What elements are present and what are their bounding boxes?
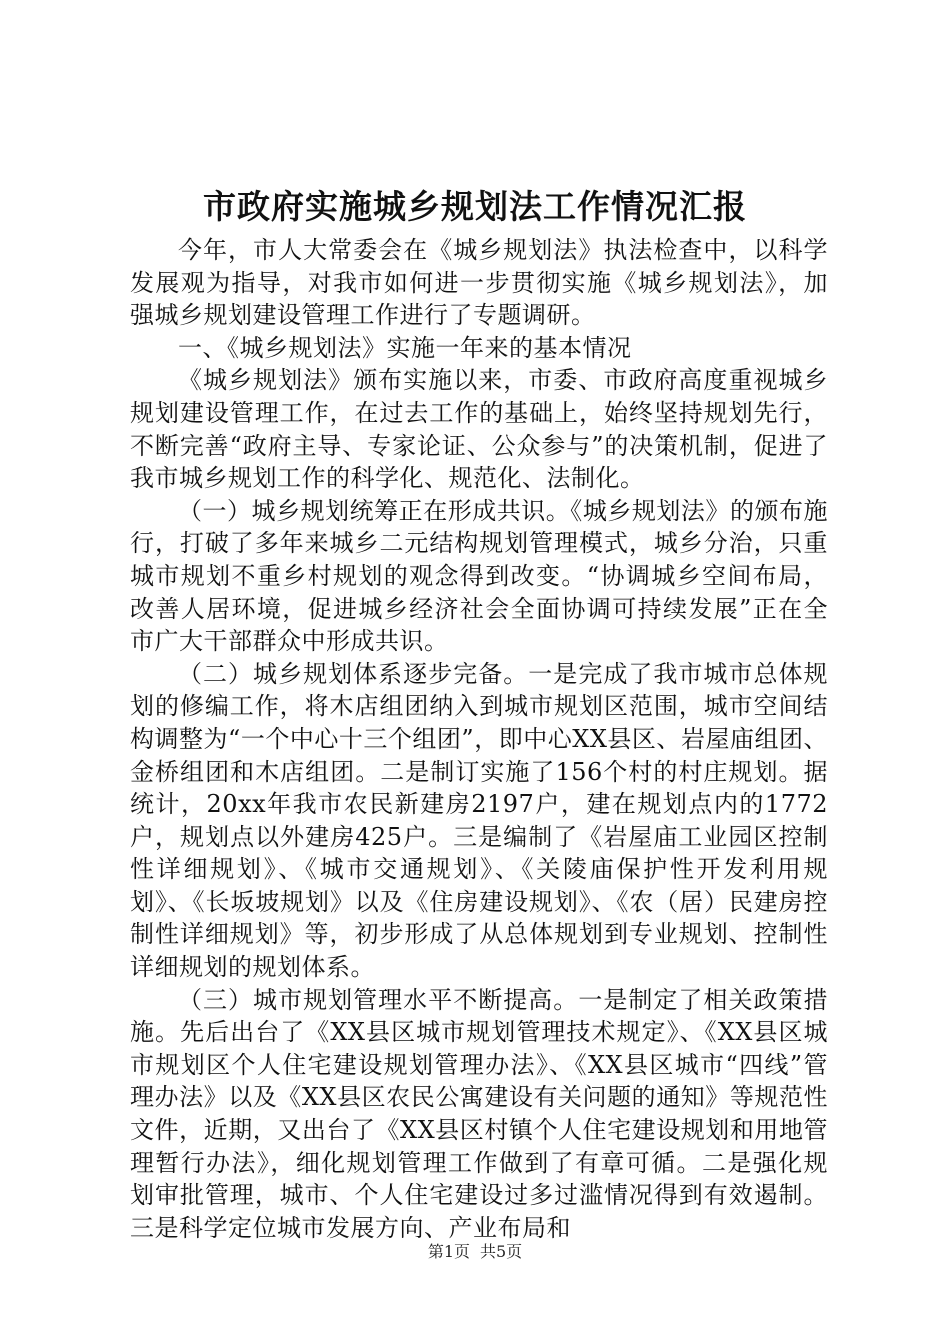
paragraph-item-3: （三）城市规划管理水平不断提高。一是制定了相关政策措施。先后出台了《XX县区城市规划管理技术规定》、《XX县区城市规划区个人住宅建设规划管理办法》、《XX县区城市“四线”管理办法》以及《XX县区农民公寓建设有关问题的通知》等规范性文件，近期，又出台了《XX县区村镇个人住宅建设规划和用地管理暂行办法》，细化规划管理工作做到了有章可循。二是强化规划审批管理，城市、个人住宅建设过多过滥情况得到有效遏制。三是科学定位城市发展方向、产业布局和 <box>130 985 828 1242</box>
paragraph-intro: 今年，市人大常委会在《城乡规划法》执法检查中，以科学发展观为指导，对我市如何进一步贯彻实施《城乡规划法》，加强城乡规划建设管理工作进行了专题调研。 <box>130 236 828 330</box>
document-title: 市政府实施城乡规划法工作情况汇报 <box>203 187 747 226</box>
page-total: 共5页 <box>480 1242 523 1261</box>
page-footer <box>0 1240 950 1264</box>
page-number: 第1页 <box>427 1242 470 1261</box>
paragraph-item-1: （一）城乡规划统筹正在形成共识。《城乡规划法》的颁布施行，打破了多年来城乡二元结构规划管理模式，城乡分治，只重城市规划不重乡村规划的观念得到改变。“协调城乡空间布局，改善人居环境，促进城乡经济社会全面协调可持续发展”正在全市广大干部群众中形成共识。 <box>130 496 828 656</box>
paragraph-item-2: （二）城乡规划体系逐步完备。一是完成了我市城市总体规划的修编工作，将木店组团纳入到城市规划区范围，城市空间结构调整为“一个中心十三个组团”，即中心XX县区、岩屋庙组团、金桥组团和木店组团。二是制订实施了156个村的村庄规划。据统计，20xx年我市农民新建房2197户，建在规划点内的1772户，规划点以外建房425户。三是编制了《岩屋庙工业园区控制性详细规划》、《城市交通规划》、《关陵庙保护性开发利用规划》、《长坂坡规划》以及《住房建设规划》、《农（居）民建房控制性详细规划》等，初步形成了从总体规划到专业规划、控制性详细规划的规划体系。 <box>130 659 828 982</box>
document-body <box>130 234 828 1244</box>
section-heading: 一、《城乡规划法》实施一年来的基本情况 <box>178 333 632 362</box>
paragraph-overview: 《城乡规划法》颁布实施以来，市委、市政府高度重视城乡规划建设管理工作，在过去工作的基础上，始终坚持规划先行，不断完善“政府主导、专家论证、公众参与”的决策机制，促进了我市城乡规划工作的科学化、规范化、法制化。 <box>130 366 828 493</box>
